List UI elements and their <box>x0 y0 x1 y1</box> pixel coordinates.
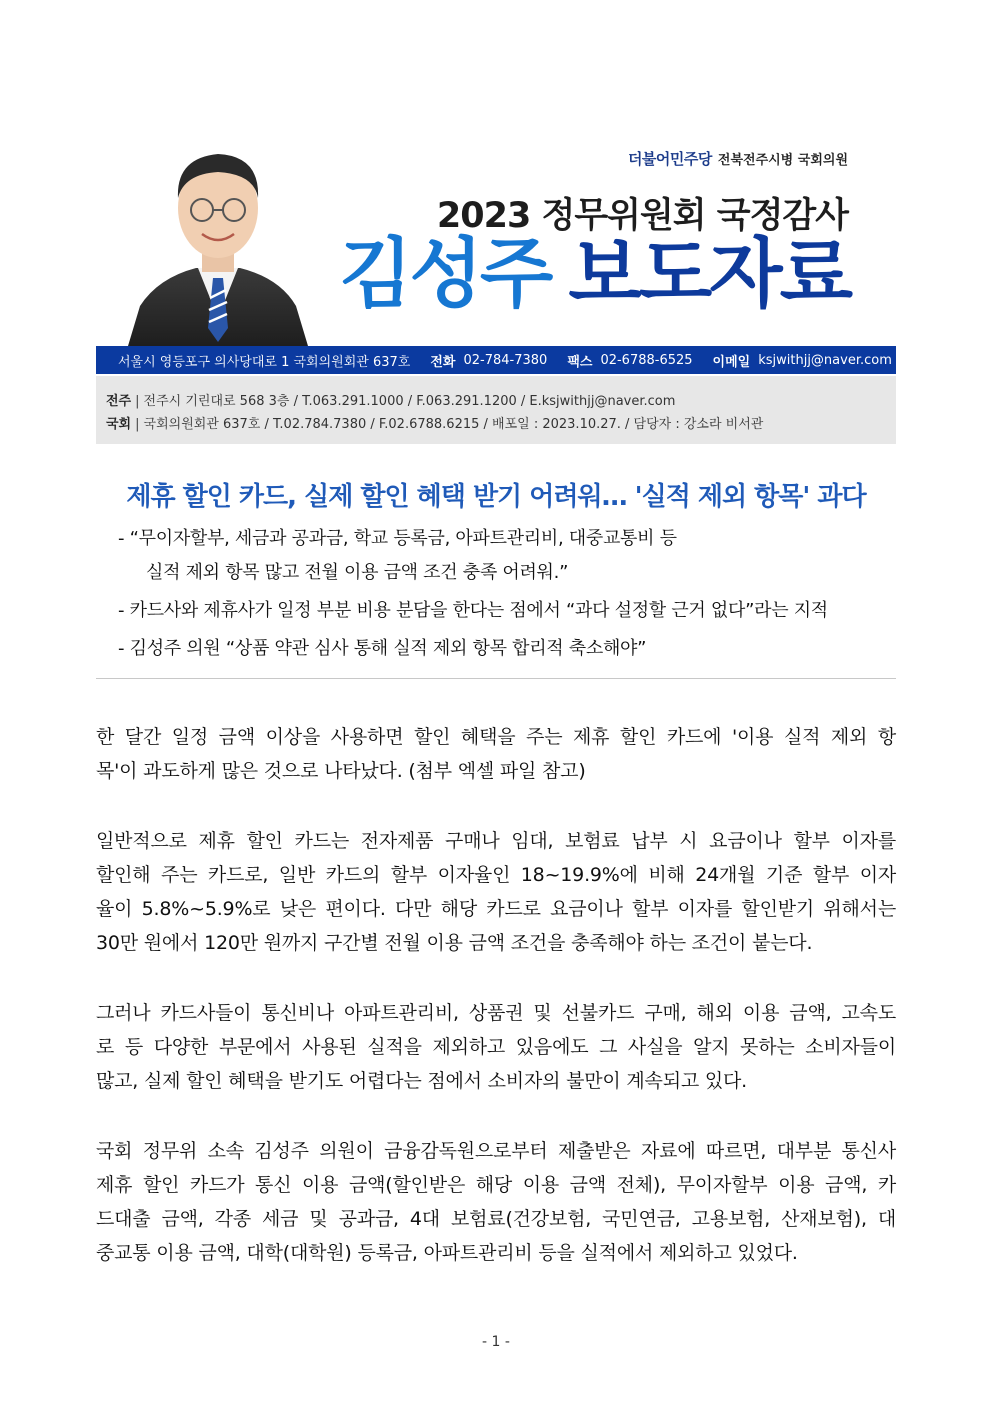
party-logo: 더불어민주당 <box>627 150 712 168</box>
jeonju-office-line: 전주 | 전주시 기린대로 568 3층 / T.063.291.1000 / F.063.291.1200 / E.ksjwithjj@naver.com <box>106 394 676 409</box>
office-address: 서울시 영등포구 의사당대로 1 국회의원회관 637호 <box>118 354 411 370</box>
body-paragraph-1 <box>96 720 896 788</box>
paragraph-line: 목'이 과도하게 많은 것으로 나타났다. (첨부 엑셀 파일 참고) <box>96 760 586 782</box>
press-release-banner <box>96 128 896 374</box>
assembly-tag: 국회 <box>106 417 132 432</box>
paragraph-line: 율이 5.8%~5.9%로 낮은 편이다. 다만 해당 카드로 요금이나 할부 이자를 할인받기 위해서는 <box>96 898 896 920</box>
fax-label: 팩스 <box>567 354 593 370</box>
district-label: 전북전주시병 국회의원 <box>717 153 848 168</box>
assembly-office-text: 국회의원회관 637호 / T.02.784.7380 / F.02.6788.6215 / 배포일 : 2023.10.27. / 담당자 : 강소라 비서관 <box>143 417 764 432</box>
fax-number: 02-6788-6525 <box>600 352 693 368</box>
page-number: - 1 - <box>482 1334 510 1350</box>
party-affiliation <box>628 148 848 169</box>
paragraph-line: 중교통 이용 금액, 대학(대학원) 등록금, 아파트관리비 등을 실적에서 제외하고 있었다. <box>96 1242 798 1264</box>
section-divider <box>96 678 896 679</box>
phone-number: 02-784-7380 <box>463 352 548 368</box>
body-paragraph-4 <box>96 1134 896 1270</box>
contact-bar <box>96 346 896 374</box>
audit-title: 2023 정무위원회 국정감사 <box>436 196 848 236</box>
press-release-title <box>339 229 850 318</box>
paragraph-line: 30만 원에서 120만 원까지 구간별 전월 이용 금액 조건을 충족해야 하는 조건이 붙는다. <box>96 932 813 954</box>
paragraph-line: 제휴 할인 카드가 통신 이용 금액(할인받은 해당 이용 금액 전체), 무이자할부 이용 금액, 카 <box>96 1174 896 1196</box>
sub-headline-1-continued: 실적 제외 항목 많고 전월 이용 금액 조건 충족 어려워.” <box>146 562 569 583</box>
sub-headline-3: - 김성주 의원 “상품 약관 심사 통해 실적 제외 항목 합리적 축소해야” <box>118 638 647 659</box>
sub-headline-1: - “무이자할부, 세금과 공과금, 학교 등록금, 아파트관리비, 대중교통비 등 <box>118 528 677 549</box>
paragraph-line: 국회 정무위 소속 김성주 의원이 금융감독원으로부터 제출받은 자료에 따르면, 대부분 통신사 <box>96 1140 896 1162</box>
office-info-box <box>96 376 896 444</box>
paragraph-line: 많고, 실제 할인 혜택을 받기도 어렵다는 점에서 소비자의 불만이 계속되고 있다. <box>96 1070 748 1092</box>
body-paragraph-3 <box>96 996 896 1098</box>
lawmaker-portrait <box>118 128 318 346</box>
headline: 제휴 할인 카드, 실제 할인 혜택 받기 어려워… '실적 제외 항목' 과다 <box>126 482 866 512</box>
jeonju-tag: 전주 <box>106 394 132 409</box>
phone-label: 전화 <box>430 354 456 370</box>
paragraph-line: 일반적으로 제휴 할인 카드는 전자제품 구매나 임대, 보험료 납부 시 요금이나 할부 이자를 <box>96 830 896 852</box>
document-kind: 보도자료 <box>568 229 850 318</box>
assembly-office-line: 국회 | 국회의원회관 637호 / T.02.784.7380 / F.02.6788.6215 / 배포일 : 2023.10.27. / 담당자 : 강소라 비서관 <box>106 417 764 432</box>
sub-headline-2: - 카드사와 제휴사가 일정 부분 비용 분담을 한다는 점에서 “과다 설정할 근거 없다”라는 지적 <box>118 600 828 621</box>
paragraph-line: 할인해 주는 카드로, 일반 카드의 할부 이자율인 18~19.9%에 비해 24개월 기준 할부 이자 <box>96 864 896 886</box>
jeonju-office-text: 전주시 기린대로 568 3층 / T.063.291.1000 / F.063.291.1200 / E.ksjwithjj@naver.com <box>143 394 676 409</box>
email-label: 이메일 <box>712 354 751 370</box>
body-paragraph-2 <box>96 824 896 960</box>
paragraph-line: 한 달간 일정 금액 이상을 사용하면 할인 혜택을 주는 제휴 할인 카드에 '이용 실적 제외 항 <box>96 726 896 748</box>
paragraph-line: 그러나 카드사들이 통신비나 아파트관리비, 상품권 및 선불카드 구매, 해외 이용 금액, 고속도 <box>96 1002 896 1024</box>
lawmaker-name: 김성주 <box>339 229 551 318</box>
paragraph-line: 드대출 금액, 각종 세금 및 공과금, 4대 보험료(건강보험, 국민연금, 고용보험, 산재보험), 대 <box>96 1208 896 1230</box>
paragraph-line: 로 등 다양한 부문에서 사용된 실적을 제외하고 있음에도 그 사실을 알지 못하는 소비자들이 <box>96 1036 896 1058</box>
email-address: ksjwithjj@naver.com <box>758 352 892 368</box>
